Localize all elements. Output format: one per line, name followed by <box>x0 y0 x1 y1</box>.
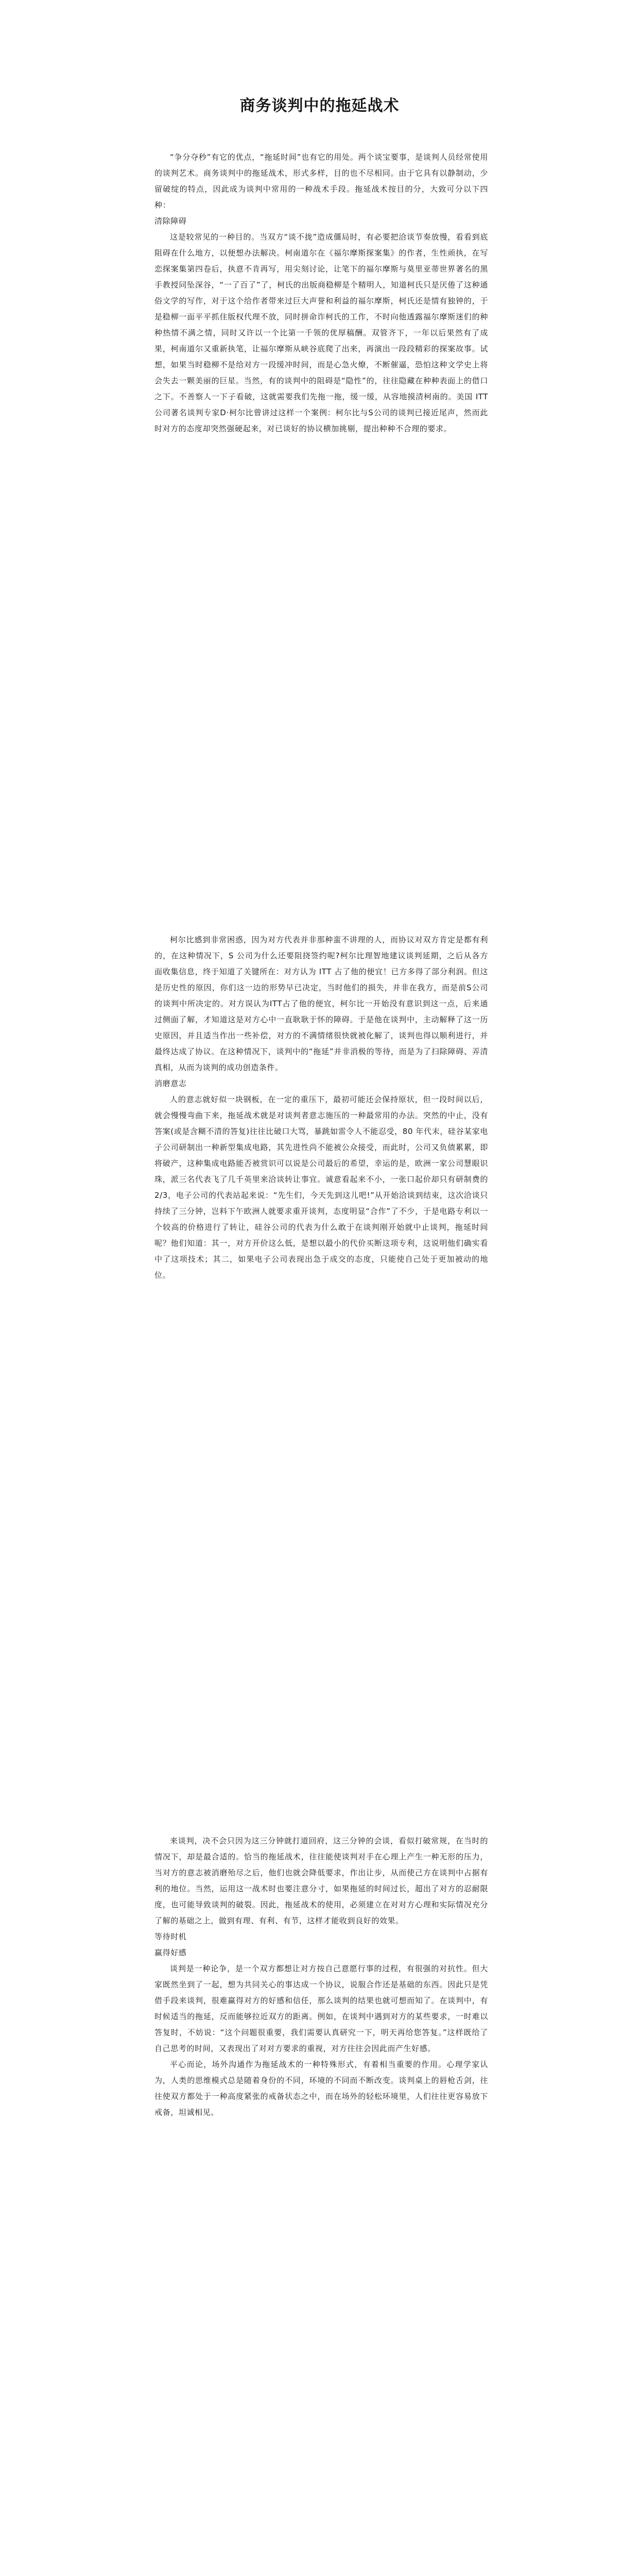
paragraph: 来谈判，决不会只因为这三分钟就打道回府，这三分钟的会谈，看似打破常规，在当时的情况下，却是最合适的。恰当的拖延战术，往往能使谈判对手在心理上产生一种无形的压力，当对方的意志被消磨殆尽之后，他们也就会降低要求，作出让步，从而使己方在谈判中占据有利的地位。当然，运用这一战术时也要注意分寸，如果拖延的时间过长，超出了对方的忍耐限度，也可能导致谈判的破裂。因此，拖延战术的使用，必须建立在对对方心理和实际情况充分了解的基础之上，做到有理、有利、有节，这样才能收到良好的效果。 <box>154 1836 488 1925</box>
document-title: 商务谈判中的拖延战术 <box>239 97 400 115</box>
paragraph: 柯尔比感到非常困惑，因为对方代表并非那种蛮不讲理的人，而协议对双方肯定是都有利的，在这种情况下，S 公司为什么还要阻挠签约呢?柯尔比理智地建议谈判延期，之后从各方面收集信息，终于知道了关键所在：对方认为 ITT 占了他的便宜！已方多得了部分利润。但这是历史性的原因，你们这一边的形势早已决定，当时他们的损失，并非在我方，而是前S公司的谈判中所决定的。对方误认为ITT占了他的便宜，柯尔比一开始没有意识到这一点，后来通过侧面了解，才知道这是对方心中一直耿耿于怀的障碍。于是他在谈判中，主动解释了这一历史原因，并且适当作出一些补偿，对方的不满情绪很快就被化解了，谈判也得以顺利进行，并最终达成了协议。在这种情况下，谈判中的“拖延”并非消极的等待，而是为了扫除障碍、弄清真相，从而为谈判的成功创造条件。 <box>154 935 488 1072</box>
section-body-wear-down-will: 人的意志就好似一块钢板，在一定的重压下，最初可能还会保持原状，但一段时间以后，就会慢慢弯曲下来，拖延战术就是对谈判者意志施压的一种最常用的办法。突然的中止，没有答案(或是含糊不清的答复)往往比破口大骂，暴跳如雷令人不能忍受，80 年代末，硅谷某家电子公司研制出一种新型集成电路，其先进性尚不能被公众接受，而此时，公司又负债累累，即将破产，这种集成电路能否被赏识可以说是公司最后的希望，幸运的是，欧洲一家公司慧眼识珠，派三名代表飞了几千英里来洽谈转让事宜。诚意看起来不小，一张口起价却只有研制费的2/3，电子公司的代表站起来说：“先生们，今天先到这儿吧!”从开始洽谈到结束，这次洽谈只持续了三分钟，岂料下午欧洲人就要求重开谈判，态度明显“合作”了不少，于是电路专利以一个较高的价格进行了转让，硅谷公司的代表为什么敢于在谈判刚开始就中止谈判，拖延时间呢？他们知道：其一，对方开价这么低，是想以最小的代价买断这项专利，这说明他们确实看中了这项技术；其二，如果电子公司表现出急于成交的态度，只能使自己处于更加被动的地位。 <box>154 1095 488 1280</box>
page-3 <box>0 1807 639 2576</box>
section-heading-wear-down-will: 消磨意志 <box>154 1079 187 1088</box>
intro-paragraph: “争分夺秒”有它的优点，“拖延时间”也有它的用处。两个谈宝要事，是谈判人员经常使用的谈判艺术。商务谈判中的拖延战术，形式多样，目的也不尽相同。由于它具有以静制动，少留破绽的特点，因此成为谈判中常用的一种战术手段。拖延战术按目的分，大致可分以下四种： <box>154 152 488 210</box>
section-heading-clear-obstacles: 清除障碍 <box>154 216 187 226</box>
page-2 <box>0 904 639 1807</box>
section-body-win-favor: 谈判是一种论争，是一个双方都想让对方按自己意愿行事的过程，有很强的对抗性。但大家既然坐到了一起，想为共同关心的事达成一个协议，说服合作还是基础的东西。因此只是凭借手段来谈判，很难赢得对方的好感和信任，那么谈判的结果也就可想而知了。在谈判中，有时候适当的拖延，反而能够拉近双方的距离。例如，在谈判中遇到对方的某些要求，一时难以答复时，不妨说：“这个问题很重要，我们需要认真研究一下，明天再给您答复。”这样既给了自己思考的时间，又表现出了对对方要求的重视，对方往往会因此而产生好感。 <box>154 1964 488 2053</box>
page-1 <box>0 0 639 904</box>
paragraph: 平心而论，场外沟通作为拖延战术的一种特殊形式，有着相当重要的作用。心理学家认为，人类的思维模式总是随着身份的不同，环境的不同而不断改变。谈判桌上的唇枪舌剑，往往使双方都处于一种高度紧张的戒备状态之中，而在场外的轻松环境里，人们往往更容易放下戒备，坦诚相见。 <box>154 2060 488 2117</box>
page-3-content <box>154 1833 488 2121</box>
page-2-content <box>154 932 488 1283</box>
section-heading-win-favor: 赢得好感 <box>154 1948 187 1957</box>
section-body-clear-obstacles: 这是较常见的一种目的。当双方“谈不拢”造成僵局时，有必要把洽谈节奏放慢，看看到底阻碍在什么地方，以便想办法解决。柯南道尔在《福尔摩斯探案集》的作者，生性顽执，在写恋探案集第四卷后，执意不肯再写，用尖刻讨论，让笔下的福尔摩斯与莫里亚蒂世界著名的黑手教授同坠深谷，“一了百了”了，柯氏的出版商稳柳是个精明人，知道柯氏只是厌倦了这种通俗文学的写作，对于这个给作者带来过巨大声誉和利益的福尔摩斯，柯氏还是情有独钟的，于是稳柳一面平平抓住版权代理不放，同时拼命诈柯氏的工作，不时向他透露福尔摩斯迷们的种种热情不满之情，同时又许以一个比第一千领的优厚稿酬。双管齐下，一年以后果然有了成果，柯南道尔又重新执笔，让福尔摩斯从峡谷底爬了出来，再演出一段段精彩的探案故事。试想，如果当时稳柳不是给对方一段缓冲时间，而是心急火燎，不断催逼，恐怕这种文学史上将会失去一颗美丽的巨星。当然，有的谈判中的阻碍是“隐性”的，往往隐藏在种种表面上的借口之下。不善察人一下子看破，这就需要我们先拖一拖，缓一缓，从容地摸清柯南的。美国 ITT 公司著名谈判专家D·柯尔比曾讲过这样一个案例：柯尔比与S公司的谈判已接近尾声，然而此时对方的态度却突然强硬起来，对已谈好的协议横加挑剔，提出种种不合理的要求。 <box>154 232 488 433</box>
page-1-content <box>154 149 488 437</box>
section-heading-wait-for-timing: 等待时机 <box>154 1932 187 1941</box>
